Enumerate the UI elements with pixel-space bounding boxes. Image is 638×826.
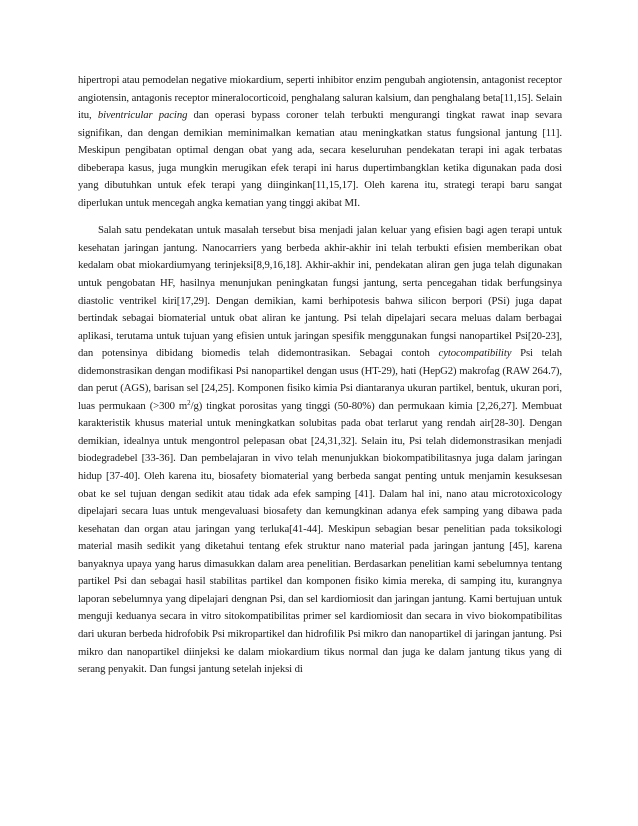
paragraph-1 [78,72,562,212]
paragraph-2 [78,222,562,678]
p2-superscript: 2 [187,398,191,407]
p2-text: Salah satu pendekatan untuk masalah tersebut bisa menjadi jalan keluar yang efisien bagi agen terapi untuk kesehatan jaringan jantung. Nanocarriers yang berbeda akhir-akhir ini telah terbukti efisien memberikan obat kedalam obat miokardiumyang terinjeksi[8,9,16,18]. Akhir-akhir ini, pendekatan aliran gen juga telah digunakan untuk pengobatan HF, hasilnya menunjukan peningkatan fungsi jantung, serta pencegahan tidak berfungsinya diastolic ventrikel kiri[17,29]. Dengan demikian, kami berhipotesis bahwa silicon berpori (PSi) juga dapat bertindak sebagai biomaterial untuk obat aliran ke jantung. Psi telah dipelajari secara meluas dalam berbagai aplikasi, terutama untuk tujuan yang efisien untuk jaringan spesifik menggunakan fungsi nanopartikel Psi[20-23], dan potensinya dibidang biomedis telah didemontrasikan. Sebagai contoh [78,224,562,360]
p2-text-cont: Psi telah didemonstrasikan dengan modifikasi Psi nanopartikel dengan usus (HT-29), hati (HepG2) makrofag (RAW 264.7), dan perut (AGS), barisan sel [24,25]. Komponen fisiko kimia Psi diantaranya ukuran partikel, bentuk, ukuran pori, luas permukaan (>300 m [78,347,562,412]
p1-text-cont: dan operasi bypass coroner telah terbukti mengurangi tingkat rawat inap sevara signifikan, dan dengan demikian meminimalkan kematian atau meningkatkan status fungsional jantung [11]. Meskipun pengibatan optimal dengan obat yang ada, secara keseluruhan pendekatan terapi ini agak terbatas dibeberapa kasus, juga mungkin merugikan efek terapi ini harus dupertimbangklan ketika digunakan pada dosi yang dibutuhkan untuk efek terapi yang diinginkan[11,15,17]. Oleh karena itu, strategi terapi baru sangat diperlukan untuk mencegah angka kematian yang tinggi akibat MI. [78,109,562,209]
p1-italic-term: biventricular pacing [97,109,188,122]
p2-italic-term: cytocompatibility [438,347,512,360]
p2-text-end: /g) tingkat porositas yang tinggi (50-80%) dan permukaan kimia [2,26,27]. Membuat karakteristik khusus material untuk meningkatkan solubitas pada obat terlarut yang rendah air[28-30]. Dengan demikian, idealnya untuk mengontrol pelepasan obat [24,31,32]. Selain itu, Psi telah didemonstrasikan menjadi biodegradebel [33-36]. Dan pembelajaran in vivo telah menunjukkan biokompatibilitasnya juga dalam jaringan hidup [37-40]. Oleh karena itu, biosafety biomaterial yang berbeda sangat penting untuk menjamin kesuksesan obat ke sel tujuan dengan sedikit atau tidak ada efek samping [41]. Dalam hal ini, nano atau microtoxicology dipelajari secara luas untuk mengevaluasi biosafety dan kemungkinan adanya efek samping yang dibawa pada kesehatan dan organ atau jaringan yang terluka[41-44]. Meskipun sebagian besar penelitian pada toksikologi material masih sedikit yang diketahui tentang efek struktur nano material pada jaringan jantung [45], karena banyaknya upaya yang harus dimasukkan dalam area penelitian. Berdasarkan penelitian kami sebelumnya tentang partikel Psi dan sebagai hasil stabilitas partikel dan komponen fisiko kimia mereka, di samping itu, kurangnya laporan sebelumnya yang dipelajari dengnan Psi, dan sel kardiomiosit dan jaringan jantung. Kami bertujuan untuk menguji keduanya secara in vitro sitokompatibilitas primer sel kardiomiosit dan secara in vivo biokompatibilitas dari ukuran berbeda hidrofobik Psi mikropartikel dan hidrofilik Psi mikro dan nanopartikel di jaringan jantung. Psi mikro dan nanopartikel diinjeksi ke dalam miokardium tikus normal dan juga ke dalam jantung tikus yang di serang penyakit. Dan fungsi jantung setelah injeksi di [78,399,562,676]
body-text [78,72,562,679]
p1-text: hipertropi atau pemodelan negative miokardium, seperti inhibitor enzim pengubah angiotensin, antagonist receptor angiotensin, antagonis receptor mineralocorticoid, penghalang saluran kalsium, dan penghalang beta[11,15]. Selain itu, [78,74,562,122]
